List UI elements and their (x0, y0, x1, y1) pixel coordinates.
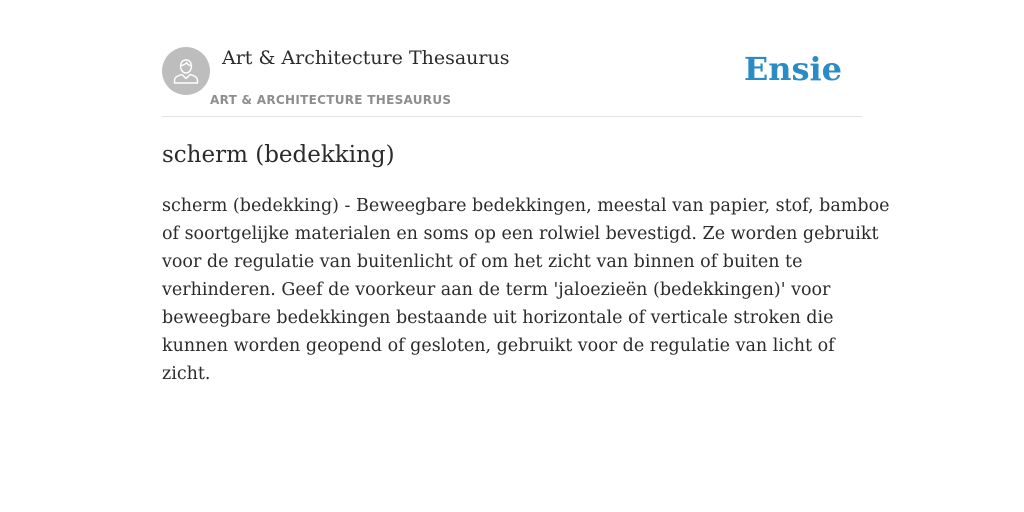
source-subtitle: ART & ARCHITECTURE THESAURUS (210, 93, 452, 107)
avatar[interactable] (162, 47, 210, 95)
definition-line: of soortgelijke materialen en soms op een rolwiel bevestigd. Ze worden gebruikt (162, 224, 879, 244)
definition-line: kunnen worden geopend of gesloten, gebruikt voor de regulatie van licht of (162, 336, 835, 356)
user-icon (171, 56, 201, 86)
definition-line: beweegbare bedekkingen bestaande uit horizontale of verticale stroken die (162, 308, 834, 328)
header (162, 46, 862, 117)
source-name-link[interactable]: Art & Architecture Thesaurus (222, 47, 510, 69)
definition-line: zicht. (162, 364, 211, 384)
definition-line: verhinderen. Geef de voorkeur aan de term 'jaloezieën (bedekkingen)' voor (162, 280, 831, 300)
entry-title: scherm (bedekking) (162, 142, 395, 168)
definition-line: voor de regulatie van buitenlicht of om het zicht van binnen of buiten te (162, 252, 803, 272)
entry-definition (162, 192, 890, 388)
definition-line: scherm (bedekking) - Beweegbare bedekkingen, meestal van papier, stof, bamboe (162, 196, 890, 216)
brand-logo[interactable]: Ensie (743, 50, 842, 88)
